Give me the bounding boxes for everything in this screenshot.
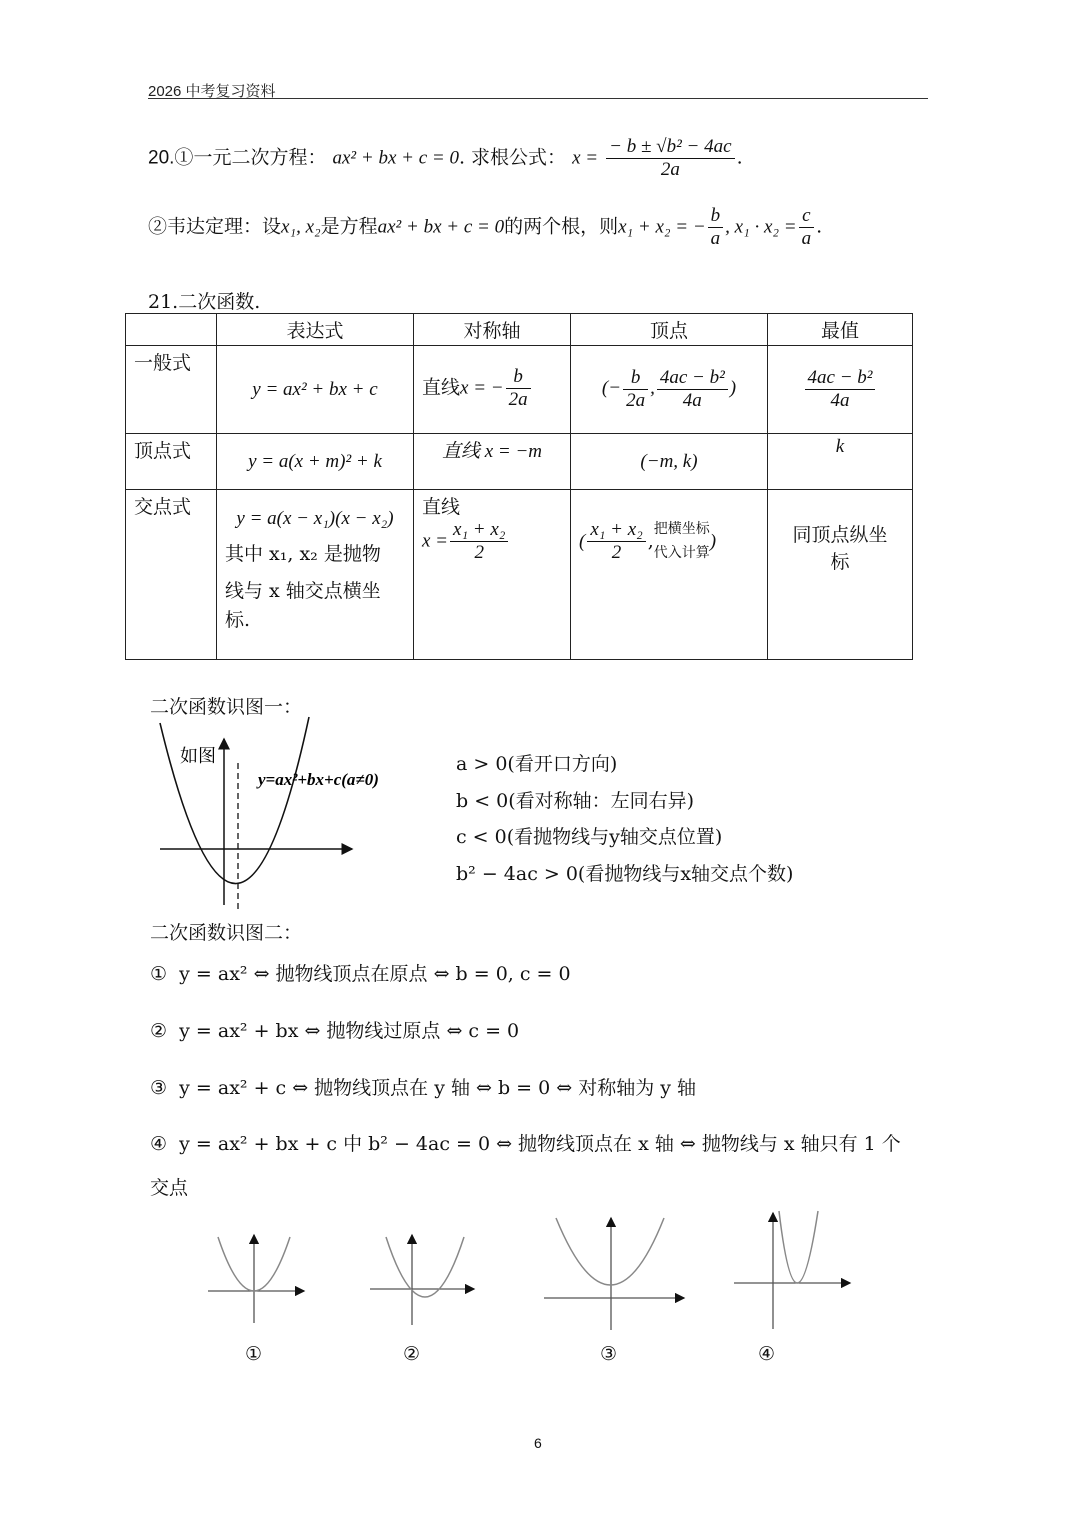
vertex-x-num: b (623, 367, 648, 390)
axis-num: b (506, 366, 531, 389)
vertex-note-1: 把横坐标 (653, 521, 710, 537)
general-extremum (768, 346, 913, 434)
fig2-title: 二次函数识图二： (150, 922, 303, 944)
fig2-item-4-cont: 交点 (150, 1177, 189, 1199)
item-number: ② (150, 1020, 168, 1042)
header-rule (148, 98, 928, 99)
intercept-expr: y = a(x − x₁)(x − x₂) (236, 508, 394, 529)
fig1-facts (456, 746, 793, 892)
vieta-text2: 是方程 (320, 215, 378, 238)
vertex-x-den: 2a (626, 390, 646, 411)
intercept-vertex-note (654, 518, 710, 566)
intercept-ext-1: 同顶点纵坐 (792, 524, 888, 546)
header-extremum: 最值 (768, 314, 913, 346)
fig2-item-1 (150, 959, 571, 986)
vieta-sum-fraction (708, 205, 724, 250)
graph-2 (362, 1225, 480, 1330)
s20-line1: 20.①一元二次方程： ax² + bx + c = 0. 求根公式： x = $\frac{\text{− b ± √b² − 4ac}}{2a}$ . (148, 136, 743, 180)
extremum-fraction (805, 367, 876, 412)
graph-label-3: ③ (600, 1343, 618, 1365)
intercept-note-3: 标. (225, 609, 251, 631)
table-header-row (126, 314, 913, 346)
vertex-form-extremum: k (768, 434, 913, 490)
s20-text-equation: 一元二次方程： (193, 146, 327, 169)
axis-lhs: x = − (460, 377, 504, 399)
vertex-form-vertex: (−m, k) (571, 434, 768, 490)
vertex-note-2: 代入计算 (653, 544, 710, 561)
intercept-axis-den: 2 (474, 541, 484, 563)
vertex-form-axis: 直线 x = −m (414, 434, 571, 490)
vertex-y-den: 4a (682, 390, 702, 411)
intercept-vertex-num: x₁ + x₂ (587, 519, 645, 542)
vieta-product-fraction (799, 205, 815, 250)
header-expression: 表达式 (217, 314, 414, 346)
graph-4 (730, 1205, 854, 1335)
intercept-axis-num: x₁ + x₂ (450, 519, 508, 542)
fact-discriminant: b² − 4ac > 0(看抛物线与x轴交点个数) (456, 862, 794, 885)
item-text: y = ax² + bx + c 中 b² − 4ac = 0 ⇔ 抛物线顶点在 x 轴 ⇔ 抛物线与 x 轴只有 1 个 (179, 1133, 901, 1155)
circled-2: ② (148, 215, 168, 238)
general-axis (414, 346, 571, 434)
fig2-item-3 (150, 1073, 696, 1100)
quadratic-formula (606, 136, 734, 181)
extremum-num: 4ac − b² (805, 367, 876, 390)
fig1-label-rutu: 如图 (180, 746, 216, 767)
intercept-vertex-fraction (587, 519, 645, 564)
fig2-item-4 (150, 1129, 901, 1156)
s21-title: 21.二次函数. (148, 291, 261, 313)
vieta-prod-den: a (801, 227, 812, 249)
intercept-form-expression (217, 490, 414, 660)
vieta-prod-num: c (799, 205, 815, 228)
graph-3 (540, 1210, 690, 1335)
axis-fraction (506, 366, 531, 411)
vieta-roots: x₁, x₂ (281, 216, 321, 238)
fact-c: c < 0(看抛物线与y轴交点位置) (456, 826, 723, 848)
intercept-vertex-den: 2 (611, 542, 622, 564)
header-axis: 对称轴 (414, 314, 571, 346)
graph-4-parabola (779, 1211, 818, 1283)
vieta-text: 韦达定理：设 (167, 215, 282, 238)
item-text: y = ax² + c ⇔ 抛物线顶点在 y 轴 ⇔ b = 0 ⇔ 对称轴为 y 轴 (179, 1077, 697, 1099)
table-row (126, 346, 913, 434)
quadratic-formula-denominator: 2a (660, 158, 680, 180)
graph-2-parabola (386, 1237, 464, 1297)
row-name: 一般式 (126, 346, 217, 434)
quadratic-formula-numerator: − b ± √b² − 4ac (606, 136, 734, 159)
fig2-item-2 (150, 1016, 519, 1043)
intercept-axis-lhs: x = (422, 530, 449, 552)
vertex-y-fraction (657, 367, 728, 412)
vieta-product: , x₁ · x₂ = (725, 216, 797, 238)
row-name: 交点式 (126, 490, 217, 660)
fact-a: a > 0(看开口方向) (456, 753, 618, 775)
intercept-axis-prefix: 直线 (422, 496, 461, 518)
intercept-axis-fraction (450, 519, 508, 564)
intercept-form-vertex: ( $\frac{\text{x₁ + x₂}}{2}$ ,把横坐标 代入计算) (571, 490, 768, 660)
axis-prefix: 直线 (422, 376, 461, 399)
fig1-parabola (160, 717, 309, 884)
vertex-x-fraction (623, 367, 648, 412)
table-row (126, 490, 913, 660)
s20-x-equals: x = (572, 147, 599, 169)
intercept-note-2: 线与 x 轴交点横坐 (225, 580, 381, 602)
row-name: 顶点式 (126, 434, 217, 490)
intercept-form-axis (414, 490, 571, 660)
intercept-note-1: 其中 x₁, x₂ 是抛物 (225, 543, 381, 565)
general-vertex: (− $\frac{b}{2a}$ , $\frac{\text{4ac − b²}}{4a}$ ) (571, 346, 768, 434)
vieta-equation: ax² + bx + c = 0 (377, 216, 505, 238)
graph-label-1: ① (245, 1343, 263, 1365)
s20-line2: ②韦达定理：设x₁, x₂是方程ax² + bx + c = 0的两个根，则x₁ + x₂ = − $\frac{b}{a}$ , x₁ · x₂ = $\frac{c}{a}$ . (148, 205, 823, 249)
vieta-sum: x₁ + x₂ = − (618, 216, 706, 238)
graph-3-parabola (556, 1218, 664, 1285)
s20-text-formula: . 求根公式： (458, 146, 567, 169)
fig1-title: 二次函数识图一： (150, 696, 303, 718)
table-corner-cell (126, 314, 217, 346)
graph-1 (200, 1225, 310, 1330)
circled-1: ① (174, 146, 194, 169)
general-expression: y = ax² + bx + c (217, 346, 414, 434)
item-text: y = ax² ⇔ 抛物线顶点在原点 ⇔ b = 0, c = 0 (179, 963, 571, 985)
item-number: ④ (150, 1133, 168, 1155)
vertex-form-expression: y = a(x + m)² + k (217, 434, 414, 490)
fig1-label-eq: y=ax²+bx+c(a≠0) (258, 770, 379, 789)
vieta-sum-den: a (710, 227, 721, 249)
axis-den: 2a (508, 389, 528, 410)
s20-equation: ax² + bx + c = 0 (332, 147, 459, 169)
document-header: 2026 中考复习资料 (148, 83, 276, 100)
page-number: 6 (534, 1435, 542, 1451)
graph-label-4: ④ (758, 1343, 776, 1365)
item-number: ③ (150, 1077, 168, 1099)
fig1-graph (150, 715, 379, 910)
fact-b: b < 0(看对称轴：左同右异) (456, 789, 695, 812)
intercept-ext-2: 标 (830, 551, 850, 573)
quadratic-forms-table (125, 313, 913, 660)
table-row (126, 434, 913, 490)
graph-label-2: ② (403, 1343, 421, 1365)
s20-number: 20. (148, 147, 175, 169)
header-vertex: 顶点 (571, 314, 768, 346)
vertex-y-num: 4ac − b² (657, 367, 728, 390)
item-text: y = ax² + bx ⇔ 抛物线过原点 ⇔ c = 0 (179, 1020, 520, 1042)
vieta-sum-num: b (708, 205, 724, 228)
extremum-den: 4a (830, 390, 850, 411)
item-number: ① (150, 963, 168, 985)
intercept-form-extremum (768, 490, 913, 660)
vieta-text3: 的两个根，则 (504, 215, 619, 238)
